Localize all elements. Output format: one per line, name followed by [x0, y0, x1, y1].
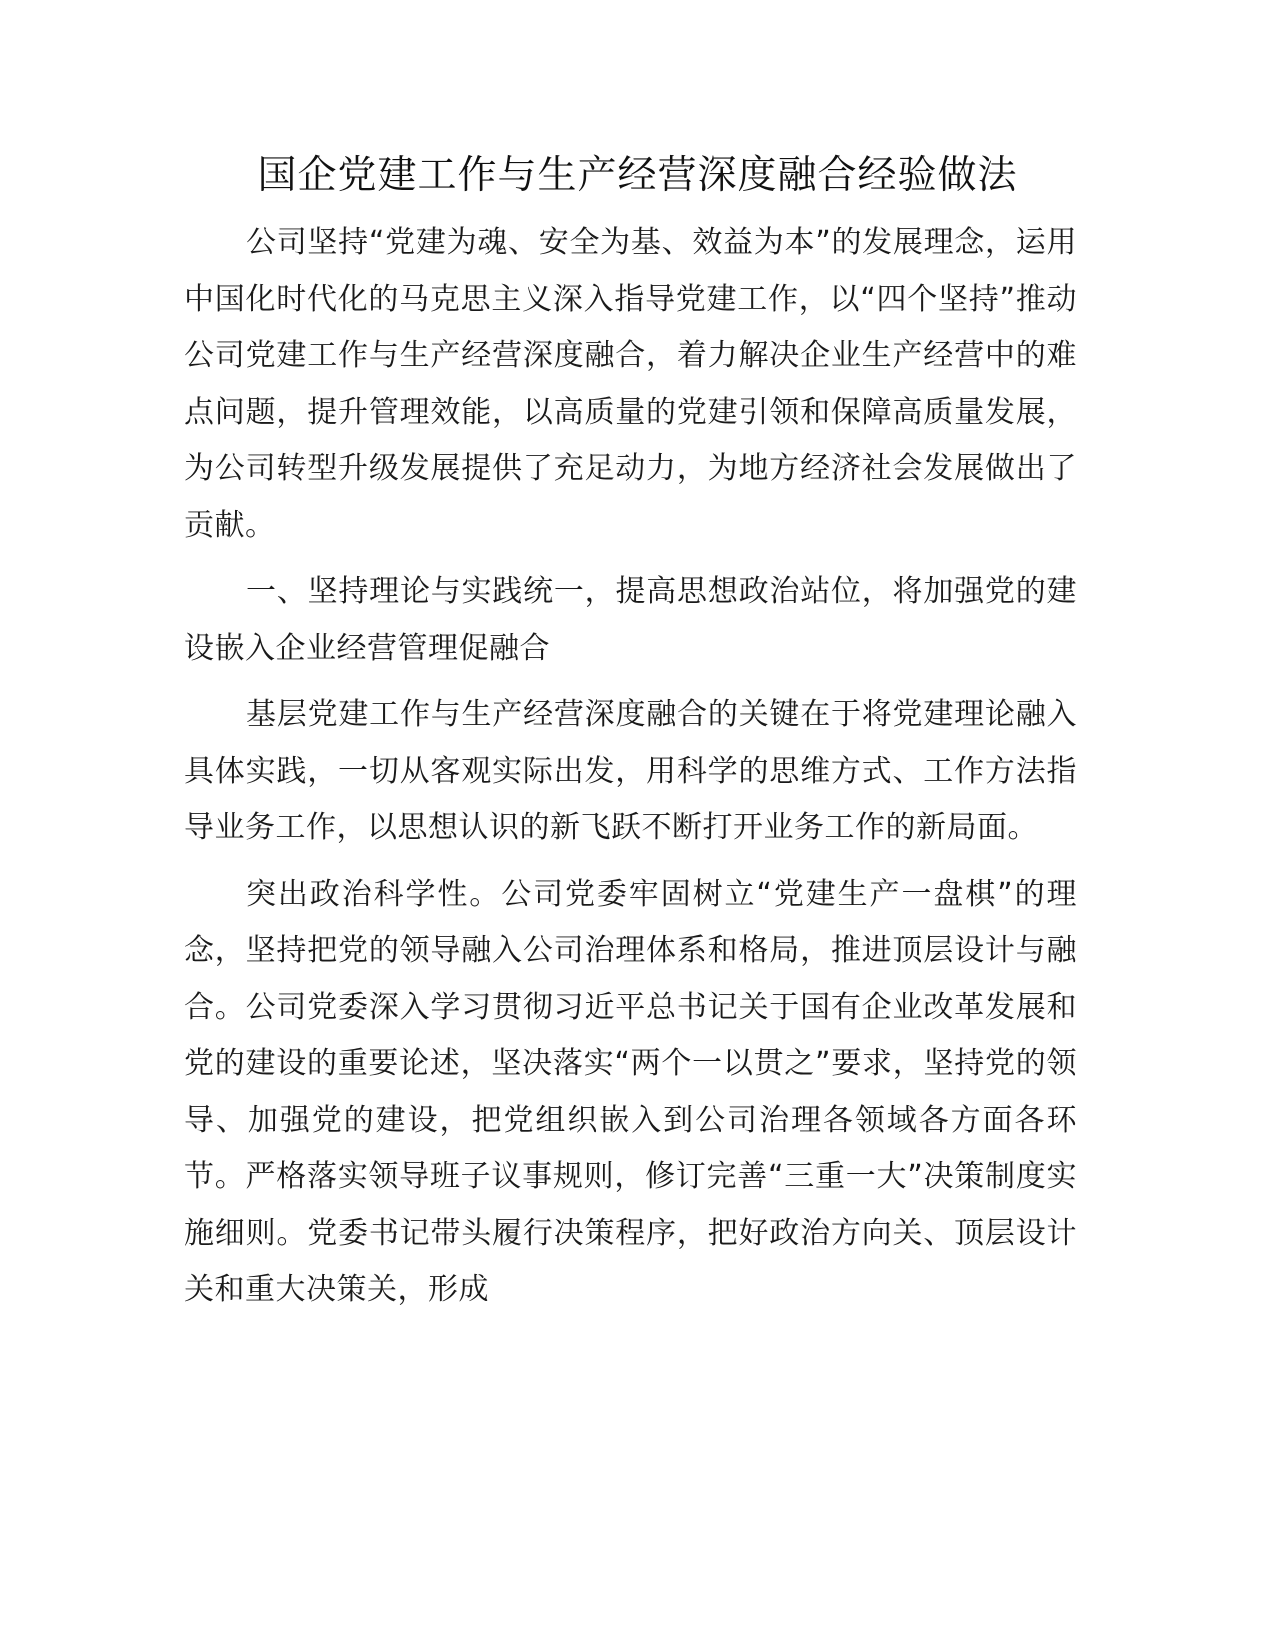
document-body	[184, 215, 1077, 1329]
section-heading-1: 一、坚持理论与实践统一，提高思想政治站位，将加强党的建设嵌入企业经营管理促融合	[184, 574, 1077, 666]
intro-paragraph: 公司坚持“党建为魂、安全为基、效益为本”的发展理念，运用中国化时代化的马克思主义深入指导党建工作，以“四个坚持”推动公司党建工作与生产经营深度融合，着力解决企业生产经营中的难点问题，提升管理效能，以高质量的党建引领和保障高质量发展，为公司转型升级发展提供了充足动力，为地方经济社会发展做出了贡献。	[184, 225, 1077, 543]
section-1-paragraph: 基层党建工作与生产经营深度融合的关键在于将党建理论融入具体实践，一切从客观实际出发，用科学的思维方式、工作方法指导业务工作，以思想认识的新飞跃不断打开业务工作的新局面。	[184, 697, 1077, 845]
political-science-paragraph: 突出政治科学性。公司党委牢固树立“党建生产一盘棋”的理念，坚持把党的领导融入公司治理体系和格局，推进顶层设计与融合。公司党委深入学习贯彻习近平总书记关于国有企业改革发展和党的建设的重要论述，坚决落实“两个一以贯之”要求，坚持党的领导、加强党的建设，把党组织嵌入到公司治理各领域各方面各环节。严格落实领导班子议事规则，修订完善“三重一大”决策制度实施细则。党委书记带头履行决策程序，把好政治方向关、顶层设计关和重大决策关，形成	[184, 876, 1077, 1307]
document-title: 国企党建工作与生产经营深度融合经验做法	[257, 153, 1018, 198]
